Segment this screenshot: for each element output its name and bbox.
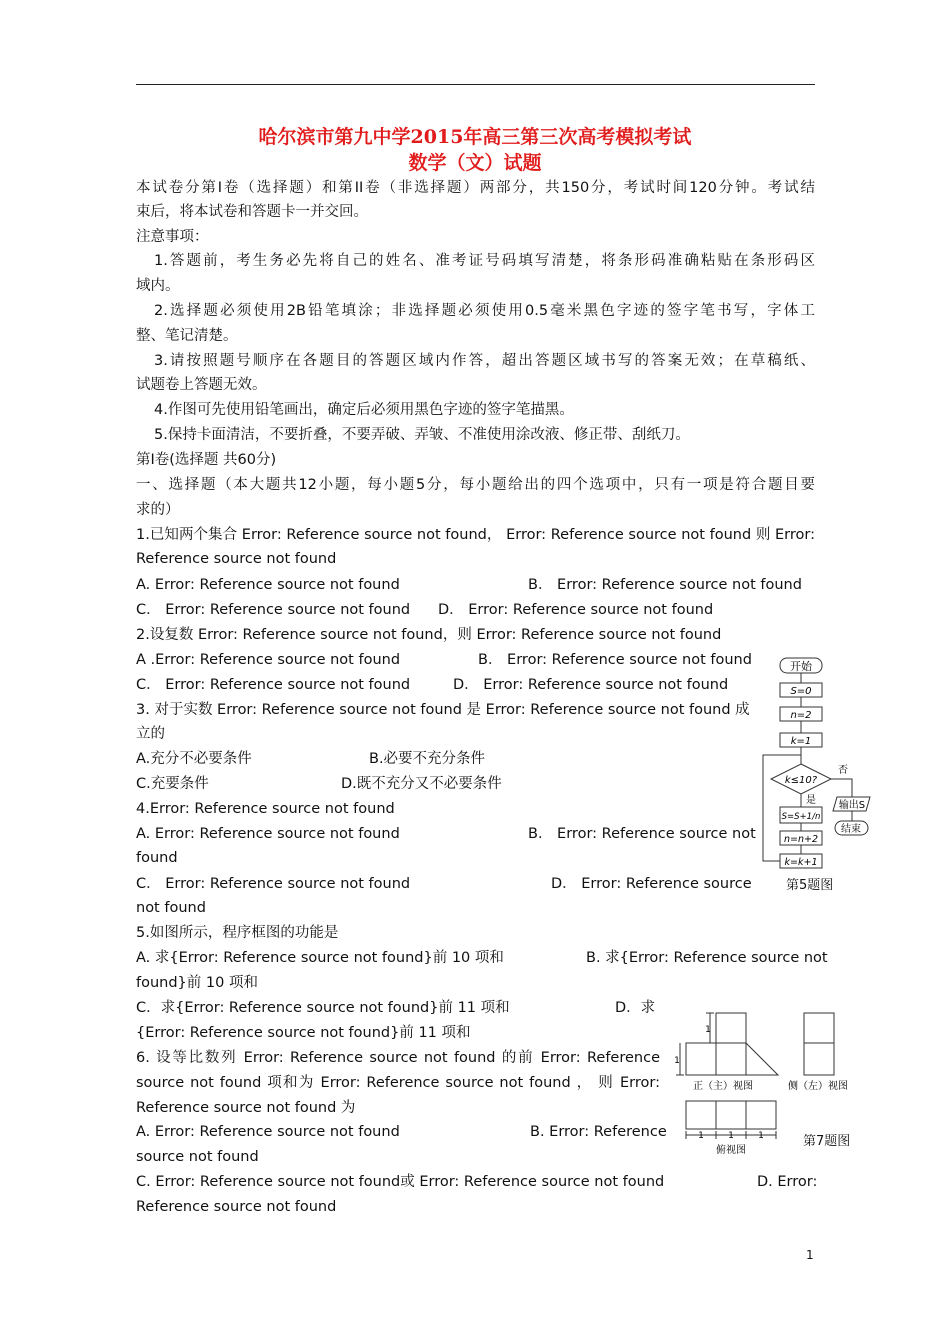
option-d: D.既不充分又不必要条件 [341, 776, 502, 792]
dim-label-1: 1 [758, 1131, 764, 1141]
dim-label-1: 1 [728, 1131, 734, 1141]
flow-n2: n=2 [790, 710, 812, 721]
option-b: B. Error: Reference [530, 1124, 667, 1140]
question-4: 4.Error: Reference source not found [136, 801, 395, 817]
question-3-cont: 立的 [136, 726, 165, 742]
option-d: D. Error: [757, 1174, 818, 1190]
flow-yes-label: 是 [806, 795, 816, 806]
option-a: A.充分不必要条件 [136, 751, 252, 767]
intro-line: 束后，将本试卷和答题卡一并交回。 [136, 204, 368, 220]
option-c: C. Error: Reference source not found或 Error: Reference source not found [136, 1174, 665, 1190]
option-c: C． Error: Reference source not found [136, 602, 411, 618]
flow-update-n: n=n+2 [783, 834, 819, 845]
flow-k1: k=1 [790, 736, 812, 747]
option-d-cont: not found [136, 900, 206, 916]
option-b-cont: source not found [136, 1149, 259, 1165]
question-1: 1.已知两个集合 Error: Reference source not found， Error: Reference source not found 则 Error: [136, 527, 815, 543]
top-view-label: 俯视图 [716, 1145, 746, 1156]
option-c: C． Error: Reference source not found [136, 677, 411, 693]
option-a: A. Error: Reference source not found [136, 577, 400, 593]
flow-start: 开始 [790, 660, 812, 673]
option-c: C．求{Error: Reference source not found}前 11 项和 [136, 1000, 510, 1016]
notice-item: 2.选择题必须使用2B铅笔填涂；非选择题必须使用0.5毫米黑色字迹的签字笔书写，字体工 [154, 303, 815, 319]
intro-line: 本试卷分第I卷（选择题）和第II卷（非选择题）两部分，共150分，考试时间120分钟。考试结 [136, 180, 815, 196]
flow-output: 输出S [838, 800, 866, 811]
question-2: 2.设复数 Error: Reference source not found，则 Error: Reference source not found [136, 627, 722, 643]
option-d: D． Error: Reference source not found [453, 677, 729, 693]
figure-5-caption: 第5题图 [786, 878, 834, 893]
notice-item: 5.保持卡面清洁，不要折叠，不要弄破、弄皱、不准使用涂改液、修正带、刮纸刀。 [154, 427, 690, 443]
figure-7-caption: 第7题图 [803, 1134, 851, 1149]
section-desc: 一、选择题（本大题共12小题，每小题5分，每小题给出的四个选项中，只有一项是符合题目要 [136, 477, 815, 493]
option-b: B. 求{Error: Reference source not [586, 950, 828, 966]
option-b-cont: found}前 10 项和 [136, 975, 258, 991]
option-c: C． Error: Reference source not found [136, 876, 411, 892]
flow-end: 结束 [841, 824, 861, 835]
option-d-cont: {Error: Reference source not found}前 11 项和 [136, 1025, 471, 1041]
flow-s0: S=0 [790, 686, 812, 697]
flow-condition: k≤10? [784, 775, 818, 786]
header-rule [136, 84, 815, 85]
option-d-cont: Reference source not found [136, 1199, 337, 1215]
section-desc: 求的） [136, 502, 180, 518]
option-c: C.充要条件 [136, 776, 209, 792]
side-view-label: 侧（左）视图 [788, 1081, 848, 1092]
question-1-cont: Reference source not found [136, 551, 337, 567]
question-6-cont: source not found 项和为 Error: Reference source not found ， 则 Error: [136, 1075, 660, 1091]
option-b: B.必要不充分条件 [369, 751, 486, 767]
flow-update-k: k=k+1 [784, 857, 818, 868]
flow-update-s: S=S+1/n [781, 812, 821, 822]
notice-item: 试题卷上答题无效。 [136, 377, 267, 393]
notice-item: 1.答题前，考生务必先将自己的姓名、准考证号码填写清楚，将条形码准确粘贴在条形码区 [154, 253, 815, 269]
option-b: B． Error: Reference source not found [478, 652, 752, 668]
dim-label-1: 1 [674, 1056, 680, 1066]
flow-no-label: 否 [838, 765, 848, 776]
notice-item: 3.请按照题号顺序在各题目的答题区域内作答，超出答题区域书写的答案无效；在草稿纸、 [154, 353, 815, 369]
option-a: A. Error: Reference source not found [136, 826, 400, 842]
front-view-label: 正（主）视图 [693, 1081, 753, 1092]
question-6: 6. 设等比数列 Error: Reference source not found 的前 Error: Reference [136, 1050, 660, 1066]
option-d: D． Error: Reference source not found [438, 602, 714, 618]
exam-subtitle: 数学（文）试题 [408, 152, 542, 174]
page-number: 1 [806, 1248, 814, 1262]
notice-item: 整、笔记清楚。 [136, 328, 238, 344]
notice-item: 域内。 [136, 278, 180, 294]
dim-label-1: 1 [698, 1131, 704, 1141]
notice-item: 4.作图可先使用铅笔画出，确定后必须用黑色字迹的签字笔描黑。 [154, 402, 574, 418]
part-heading: 第I卷(选择题 共60分) [136, 452, 277, 468]
exam-title: 哈尔滨市第九中学2015年高三第三次高考模拟考试 [258, 126, 692, 148]
option-a: A. Error: Reference source not found [136, 1124, 400, 1140]
notice-title: 注意事项： [136, 229, 209, 245]
option-b-cont: found [136, 850, 178, 866]
question-5: 5.如图所示，程序框图的功能是 [136, 925, 339, 941]
option-b: B． Error: Reference source not [528, 826, 756, 842]
question-3: 3. 对于实数 Error: Reference source not found 是 Error: Reference source not found 成 [136, 702, 750, 718]
option-a: A. 求{Error: Reference source not found}前 10 项和 [136, 950, 504, 966]
option-d: D． Error: Reference source [551, 876, 752, 892]
dim-label-1: 1 [705, 1025, 711, 1035]
option-b: B． Error: Reference source not found [528, 577, 802, 593]
option-d: D．求 [615, 1000, 656, 1016]
option-a: A .Error: Reference source not found [136, 652, 401, 668]
question-6-cont: Reference source not found 为 [136, 1100, 356, 1116]
flowchart-figure [755, 652, 880, 877]
